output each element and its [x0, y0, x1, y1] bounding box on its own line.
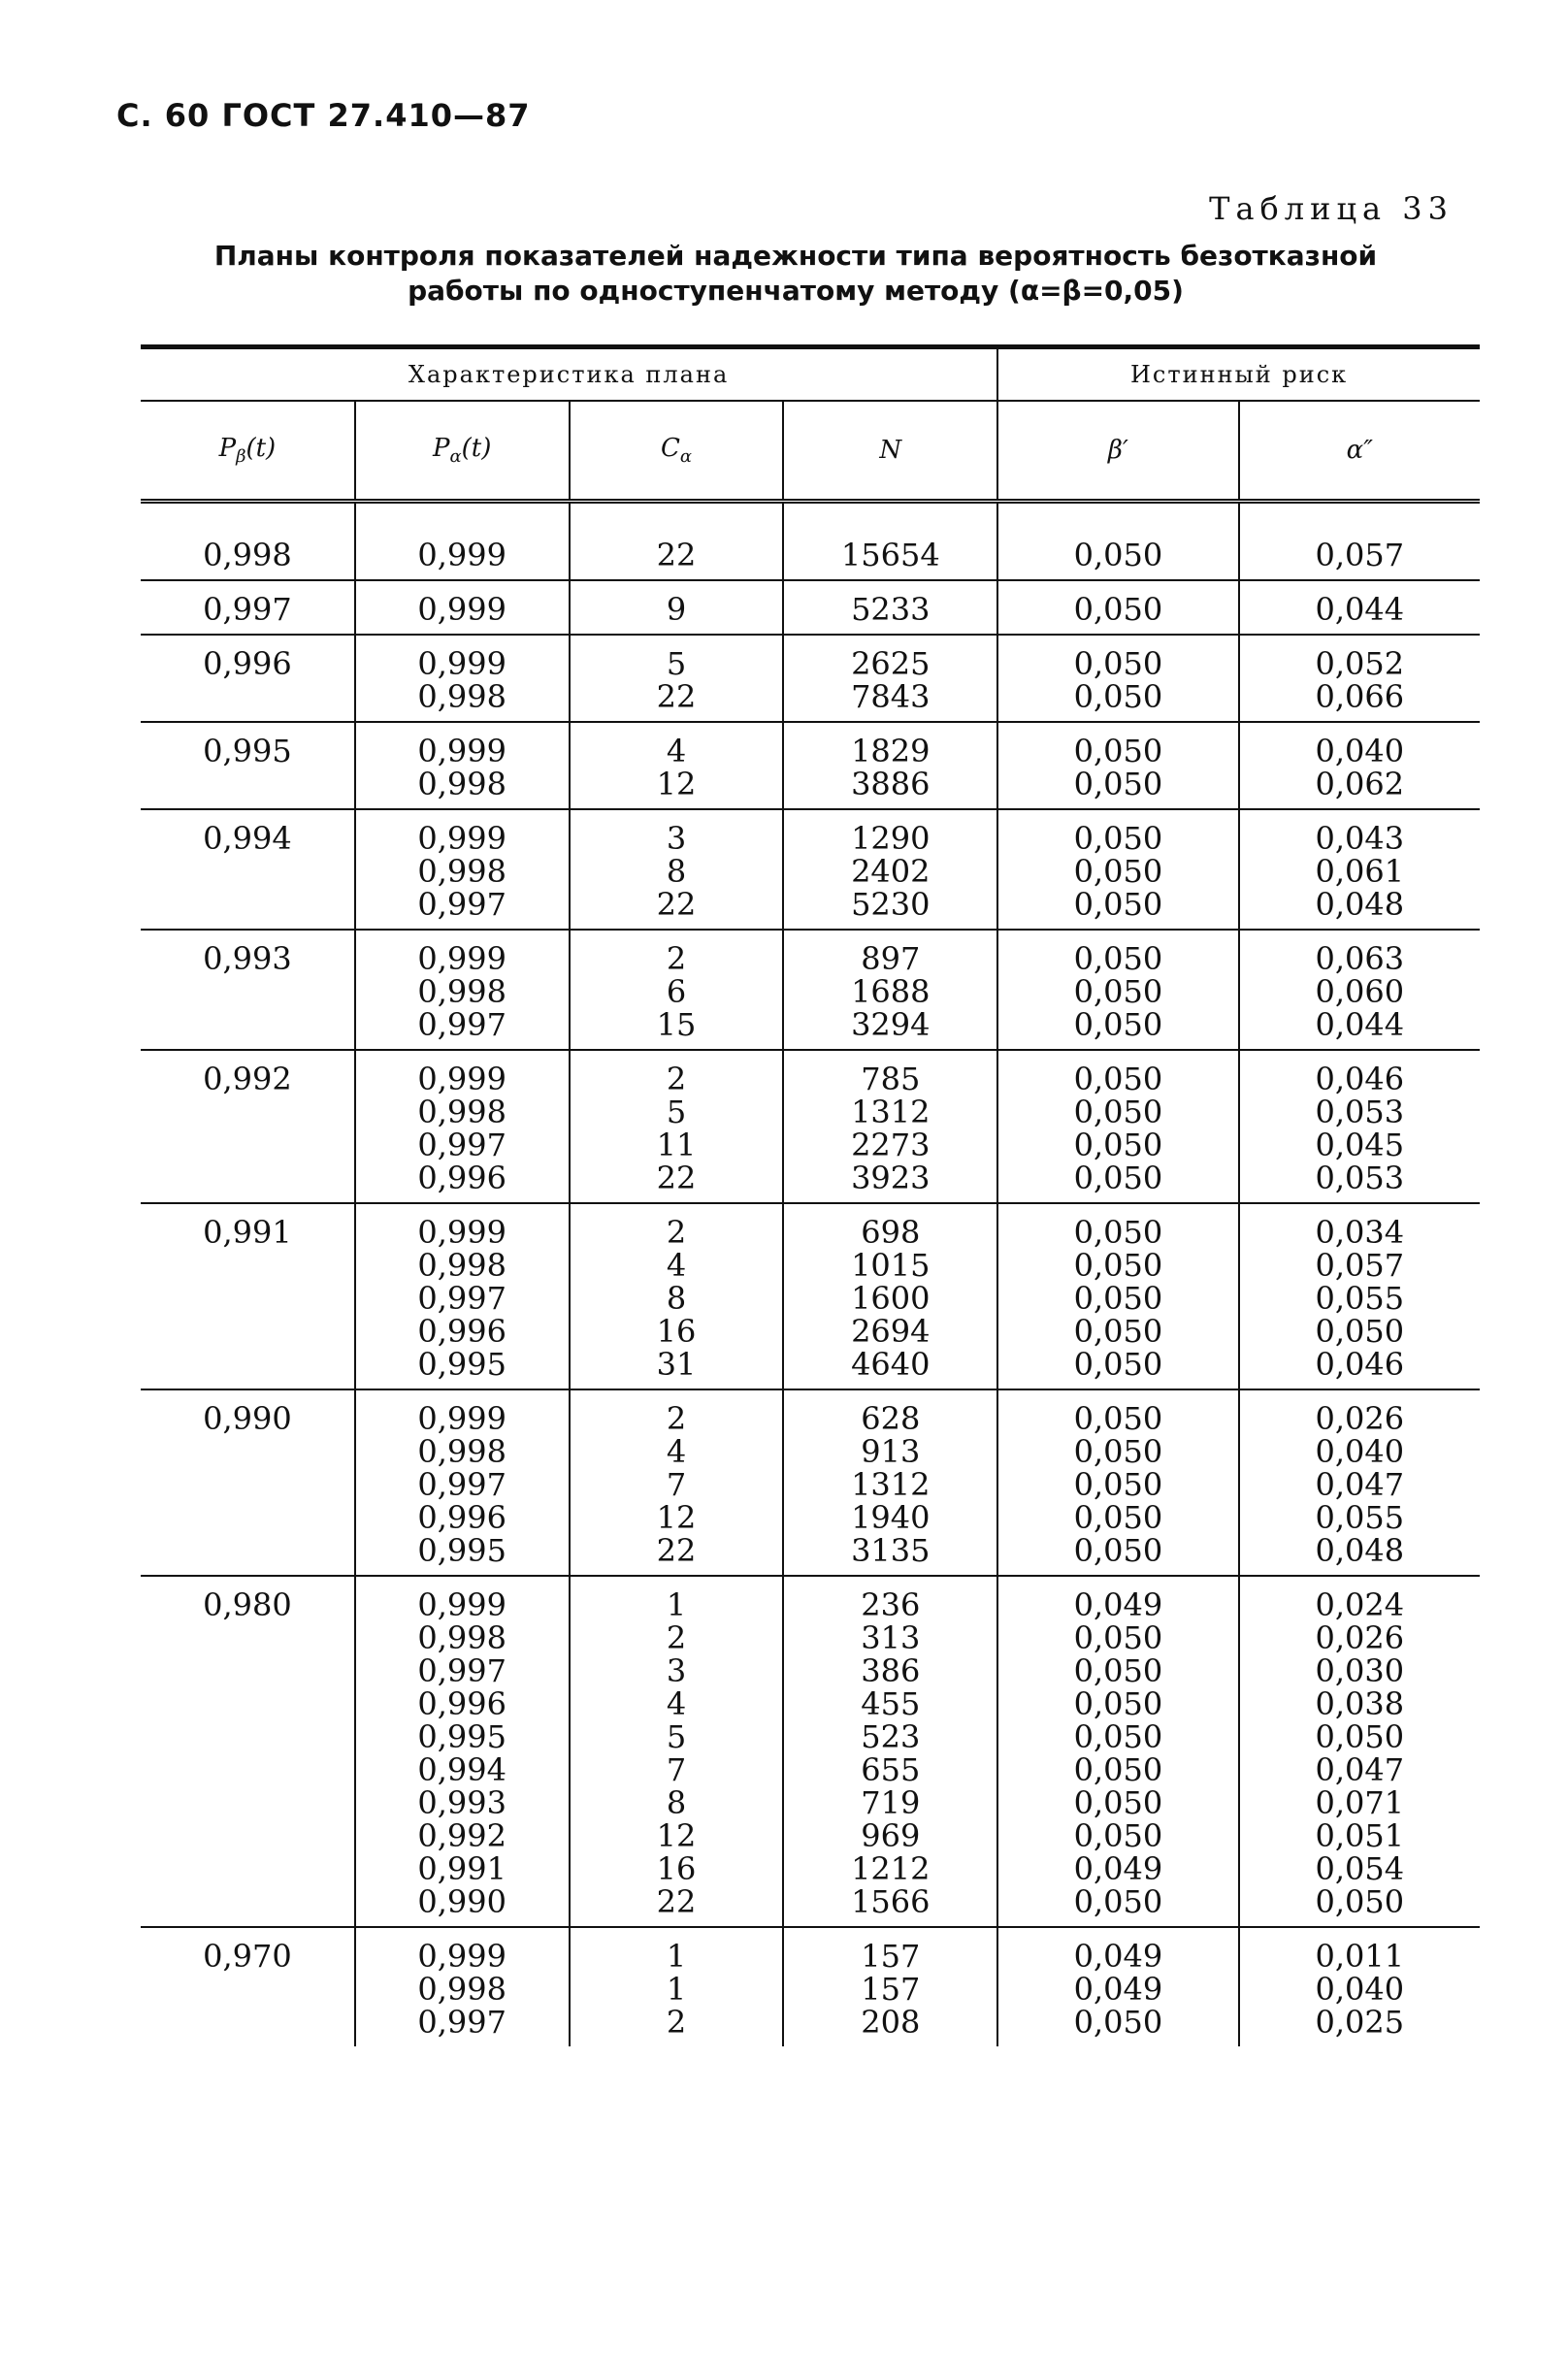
cell-value: 0,050: [1315, 1313, 1405, 1350]
cell-value: 3: [666, 1652, 687, 1689]
title-line-1: Планы контроля показателей надежности типа вероятность безотказной: [213, 240, 1378, 272]
table-row: [141, 722, 1480, 809]
cell-value: 0,999: [417, 1400, 506, 1437]
cell-value: 5233: [851, 591, 931, 628]
cell-p-alpha: [355, 722, 570, 809]
cell-value: 0,061: [1315, 853, 1405, 890]
cell-value: 0,992: [417, 1817, 506, 1854]
cell-n: [783, 1389, 997, 1576]
cell-value: 1829: [851, 733, 931, 769]
cell-value: 9: [666, 591, 687, 628]
cell-value: 3135: [851, 1532, 931, 1569]
cell-value: 4: [666, 1247, 687, 1284]
cell-p-alpha: [355, 502, 570, 581]
cell-value: 0,055: [1315, 1499, 1405, 1536]
cell-value: 1: [666, 1971, 687, 2008]
cell-value: 913: [861, 1433, 921, 1470]
cell-value: 0,024: [1315, 1586, 1405, 1623]
cell-c-alpha: [570, 930, 784, 1050]
cell-value: 719: [861, 1784, 921, 1821]
cell-value: 897: [861, 940, 921, 977]
cell-value: 22: [656, 886, 697, 923]
cell-alpha-true: [1239, 809, 1480, 930]
cell-value: 0,050: [1315, 1883, 1405, 1920]
cell-value: 2: [666, 1214, 687, 1251]
cell-value: 0,050: [1073, 820, 1163, 857]
cell-alpha-true: [1239, 1576, 1480, 1927]
cell-beta-true: [997, 722, 1238, 809]
table-row: [141, 1389, 1480, 1576]
cell-value: 0,050: [1073, 1346, 1163, 1383]
cell-beta-true: [997, 580, 1238, 635]
cell-p-alpha: [355, 580, 570, 635]
cell-value: 1312: [851, 1094, 931, 1130]
cell-c-alpha: [570, 722, 784, 809]
cell-value: 0,998: [417, 1094, 506, 1130]
cell-value: 1: [666, 1586, 687, 1623]
cell-p-beta: 0,992: [141, 1050, 355, 1203]
cell-value: 0,998: [417, 973, 506, 1010]
cell-alpha-true: [1239, 722, 1480, 809]
cell-beta-true: [997, 930, 1238, 1050]
cell-value: 0,030: [1315, 1652, 1405, 1689]
cell-value: 0,050: [1073, 1619, 1163, 1656]
cell-value: 0,050: [1073, 2004, 1163, 2041]
cell-c-alpha: [570, 635, 784, 722]
cell-p-beta: 0,994: [141, 809, 355, 930]
cell-value: 0,045: [1315, 1127, 1405, 1163]
table-row: [141, 502, 1480, 581]
cell-value: 0,999: [417, 1061, 506, 1097]
cell-value: 0,050: [1073, 853, 1163, 890]
cell-value: 0,995: [417, 1346, 506, 1383]
cell-value: 0,050: [1073, 1061, 1163, 1097]
cell-value: 2273: [851, 1127, 931, 1163]
cell-value: 0,026: [1315, 1400, 1405, 1437]
cell-n: [783, 1927, 997, 2046]
cell-value: 22: [656, 537, 697, 573]
col-header-c-alpha: $C_\alpha$: [570, 401, 784, 502]
cell-value: 15654: [840, 537, 940, 573]
cell-beta-true: [997, 1389, 1238, 1576]
cell-value: 0,050: [1073, 1160, 1163, 1196]
table-row: [141, 580, 1480, 635]
cell-value: 0,050: [1073, 1313, 1163, 1350]
cell-value: 0,999: [417, 1938, 506, 1975]
cell-p-beta: 0,997: [141, 580, 355, 635]
cell-c-alpha: [570, 1927, 784, 2046]
cell-value: 0,997: [417, 1006, 506, 1043]
group-header-plan: Характеристика плана: [141, 347, 997, 402]
cell-value: 0,050: [1073, 537, 1163, 573]
cell-value: 8: [666, 1784, 687, 1821]
table-row: [141, 1927, 1480, 2046]
cell-value: 236: [861, 1586, 921, 1623]
cell-value: 0,047: [1315, 1466, 1405, 1503]
cell-n: [783, 635, 997, 722]
cell-c-alpha: [570, 502, 784, 581]
cell-value: 7: [666, 1751, 687, 1788]
cell-value: 0,050: [1073, 886, 1163, 923]
cell-alpha-true: [1239, 1203, 1480, 1389]
cell-value: 0,050: [1073, 766, 1163, 802]
cell-value: 2: [666, 1061, 687, 1097]
cell-value: 5: [666, 1718, 687, 1755]
cell-p-alpha: [355, 930, 570, 1050]
cell-value: 0,997: [417, 1127, 506, 1163]
cell-value: 1212: [851, 1850, 931, 1887]
reliability-plans-table: [141, 344, 1480, 2046]
cell-value: 12: [656, 766, 697, 802]
cell-value: 3886: [851, 766, 931, 802]
cell-value: 0,050: [1073, 1466, 1163, 1503]
cell-value: 208: [861, 2004, 921, 2041]
cell-value: 0,046: [1315, 1061, 1405, 1097]
cell-n: [783, 722, 997, 809]
cell-value: 22: [656, 1160, 697, 1196]
cell-p-alpha: [355, 1389, 570, 1576]
cell-value: 0,026: [1315, 1619, 1405, 1656]
cell-value: 0,051: [1315, 1817, 1405, 1854]
cell-value: 157: [861, 1971, 921, 2008]
cell-value: 0,034: [1315, 1214, 1405, 1251]
cell-value: 22: [656, 678, 697, 715]
cell-value: 16: [656, 1850, 697, 1887]
cell-c-alpha: [570, 1576, 784, 1927]
cell-value: 0,050: [1073, 1094, 1163, 1130]
cell-value: 0,025: [1315, 2004, 1405, 2041]
cell-alpha-true: [1239, 502, 1480, 581]
cell-value: 15: [656, 1006, 697, 1043]
cell-value: 0,998: [417, 1619, 506, 1656]
cell-value: 0,996: [417, 1685, 506, 1722]
table-row: [141, 809, 1480, 930]
cell-value: 1566: [851, 1883, 931, 1920]
cell-p-alpha: [355, 635, 570, 722]
table-row: [141, 1050, 1480, 1203]
cell-value: 0,050: [1315, 1718, 1405, 1755]
cell-value: 386: [861, 1652, 921, 1689]
cell-value: 0,999: [417, 1586, 506, 1623]
table-title: [136, 239, 1455, 309]
cell-alpha-true: [1239, 1389, 1480, 1576]
cell-value: 0,046: [1315, 1346, 1405, 1383]
cell-value: 0,038: [1315, 1685, 1405, 1722]
cell-value: 785: [861, 1061, 921, 1097]
cell-value: 0,997: [417, 2004, 506, 2041]
col-header-n: N: [783, 401, 997, 502]
cell-value: 4: [666, 1685, 687, 1722]
cell-value: 2694: [851, 1313, 931, 1350]
cell-value: 0,049: [1073, 1850, 1163, 1887]
cell-value: 0,066: [1315, 678, 1405, 715]
cell-value: 0,999: [417, 537, 506, 573]
cell-value: 0,062: [1315, 766, 1405, 802]
cell-value: 313: [861, 1619, 921, 1656]
cell-value: 8: [666, 1280, 687, 1317]
cell-value: 4: [666, 733, 687, 769]
cell-value: 1290: [851, 820, 931, 857]
cell-value: 0,996: [417, 1313, 506, 1350]
page-header: С. 60 ГОСТ 27.410—87: [116, 97, 531, 134]
cell-c-alpha: [570, 1389, 784, 1576]
cell-value: 0,060: [1315, 973, 1405, 1010]
cell-value: 16: [656, 1313, 697, 1350]
cell-value: 0,049: [1073, 1586, 1163, 1623]
cell-alpha-true: [1239, 1050, 1480, 1203]
cell-p-beta: 0,980: [141, 1576, 355, 1927]
cell-value: 2: [666, 2004, 687, 2041]
cell-value: 655: [861, 1751, 921, 1788]
cell-value: 4640: [851, 1346, 931, 1383]
cell-n: [783, 809, 997, 930]
cell-alpha-true: [1239, 580, 1480, 635]
cell-value: 0,999: [417, 820, 506, 857]
cell-value: 0,995: [417, 1718, 506, 1755]
cell-value: 0,044: [1315, 591, 1405, 628]
cell-value: 0,050: [1073, 1127, 1163, 1163]
cell-p-beta: 0,993: [141, 930, 355, 1050]
cell-value: 0,050: [1073, 1499, 1163, 1536]
cell-value: 11: [656, 1127, 697, 1163]
cell-value: 0,999: [417, 940, 506, 977]
cell-value: 0,996: [417, 1499, 506, 1536]
cell-value: 0,063: [1315, 940, 1405, 977]
cell-value: 0,050: [1073, 645, 1163, 682]
table-body: [141, 502, 1480, 2047]
cell-value: 0,998: [417, 678, 506, 715]
cell-p-alpha: [355, 1050, 570, 1203]
cell-value: 0,071: [1315, 1784, 1405, 1821]
cell-value: 0,994: [417, 1751, 506, 1788]
cell-value: 0,050: [1073, 1751, 1163, 1788]
cell-value: 0,999: [417, 645, 506, 682]
table-row: [141, 1576, 1480, 1927]
cell-p-beta: 0,990: [141, 1389, 355, 1576]
cell-value: 0,999: [417, 1214, 506, 1251]
cell-value: 1312: [851, 1466, 931, 1503]
cell-value: 5230: [851, 886, 931, 923]
cell-p-beta: 0,970: [141, 1927, 355, 2046]
cell-value: 0,052: [1315, 645, 1405, 682]
cell-value: 2625: [851, 645, 931, 682]
cell-value: 5: [666, 1094, 687, 1130]
cell-value: 2: [666, 940, 687, 977]
cell-p-alpha: [355, 1203, 570, 1389]
cell-value: 0,057: [1315, 1247, 1405, 1284]
cell-value: 0,993: [417, 1784, 506, 1821]
cell-beta-true: [997, 1203, 1238, 1389]
cell-beta-true: [997, 1576, 1238, 1927]
cell-value: 1688: [851, 973, 931, 1010]
cell-value: 0,999: [417, 733, 506, 769]
cell-value: 0,043: [1315, 820, 1405, 857]
cell-value: 0,998: [417, 766, 506, 802]
cell-value: 0,040: [1315, 1971, 1405, 2008]
cell-value: 4: [666, 1433, 687, 1470]
cell-value: 0,044: [1315, 1006, 1405, 1043]
cell-value: 0,047: [1315, 1751, 1405, 1788]
cell-value: 0,050: [1073, 1433, 1163, 1470]
cell-value: 0,998: [417, 1247, 506, 1284]
cell-value: 628: [861, 1400, 921, 1437]
cell-value: 969: [861, 1817, 921, 1854]
cell-p-beta: 0,998: [203, 537, 292, 573]
cell-value: 0,050: [1073, 1685, 1163, 1722]
cell-value: 1600: [851, 1280, 931, 1317]
cell-n: [783, 580, 997, 635]
cell-p-alpha: [355, 809, 570, 930]
cell-value: 0,050: [1073, 1883, 1163, 1920]
cell-value: 2: [666, 1400, 687, 1437]
cell-value: 6: [666, 973, 687, 1010]
cell-value: 0,050: [1073, 940, 1163, 977]
cell-value: 22: [656, 1883, 697, 1920]
cell-beta-true: [997, 635, 1238, 722]
cell-value: 0,049: [1073, 1938, 1163, 1975]
cell-p-alpha: [355, 1927, 570, 2046]
cell-value: 0,050: [1073, 1652, 1163, 1689]
cell-value: 0,990: [417, 1883, 506, 1920]
col-header-alpha-true: α″: [1239, 401, 1480, 502]
col-header-p-alpha: $P_\alpha(t)$: [355, 401, 570, 502]
cell-value: 7: [666, 1466, 687, 1503]
cell-value: 698: [861, 1214, 921, 1251]
cell-value: 0,050: [1073, 1718, 1163, 1755]
title-line-2: работы по одноступенчатому методу (α=β=0,05): [408, 275, 1184, 307]
cell-value: 1015: [851, 1247, 931, 1284]
cell-value: 0,053: [1315, 1094, 1405, 1130]
cell-value: 0,997: [417, 1466, 506, 1503]
cell-value: 455: [861, 1685, 921, 1722]
cell-value: 0,053: [1315, 1160, 1405, 1196]
cell-value: 0,050: [1073, 1784, 1163, 1821]
cell-value: 1940: [851, 1499, 931, 1536]
cell-value: 0,997: [417, 886, 506, 923]
cell-value: 0,050: [1073, 733, 1163, 769]
cell-alpha-true: [1239, 930, 1480, 1050]
table-row: [141, 1203, 1480, 1389]
cell-value: 0,050: [1073, 1006, 1163, 1043]
cell-value: 0,054: [1315, 1850, 1405, 1887]
cell-value: 8: [666, 853, 687, 890]
cell-value: 0,050: [1073, 678, 1163, 715]
cell-value: 0,999: [417, 591, 506, 628]
cell-value: 0,050: [1073, 1280, 1163, 1317]
cell-beta-true: [997, 809, 1238, 930]
cell-c-alpha: [570, 809, 784, 930]
cell-beta-true: [997, 1927, 1238, 2046]
group-header-risk: Истинный риск: [997, 347, 1480, 402]
cell-n: [783, 1576, 997, 1927]
cell-n: [783, 1203, 997, 1389]
cell-n: [783, 502, 997, 581]
cell-value: 0,998: [417, 1433, 506, 1470]
cell-beta-true: [997, 1050, 1238, 1203]
cell-value: 0,048: [1315, 886, 1405, 923]
cell-p-beta: 0,996: [141, 635, 355, 722]
cell-value: 0,997: [417, 1280, 506, 1317]
table-number: Таблица 33: [1209, 190, 1454, 227]
col-header-p-beta: $P_\beta(t)$: [141, 401, 355, 502]
cell-value: 3923: [851, 1160, 931, 1196]
cell-p-alpha: [355, 1576, 570, 1927]
cell-c-alpha: [570, 580, 784, 635]
cell-value: 157: [861, 1938, 921, 1975]
cell-value: 0,055: [1315, 1280, 1405, 1317]
cell-value: 0,049: [1073, 1971, 1163, 2008]
cell-beta-true: [997, 502, 1238, 581]
cell-value: 0,050: [1073, 1214, 1163, 1251]
cell-value: 0,998: [417, 853, 506, 890]
cell-value: 2: [666, 1619, 687, 1656]
cell-p-beta: 0,991: [141, 1203, 355, 1389]
cell-value: 0,011: [1315, 1938, 1405, 1975]
cell-c-alpha: [570, 1203, 784, 1389]
cell-alpha-true: [1239, 635, 1480, 722]
cell-value: 12: [656, 1817, 697, 1854]
cell-value: 22: [656, 1532, 697, 1569]
cell-c-alpha: [570, 1050, 784, 1203]
cell-value: 7843: [851, 678, 931, 715]
cell-value: 1: [666, 1938, 687, 1975]
cell-value: 0,996: [417, 1160, 506, 1196]
cell-value: 3294: [851, 1006, 931, 1043]
cell-alpha-true: [1239, 1927, 1480, 2046]
cell-value: 0,050: [1073, 1247, 1163, 1284]
cell-n: [783, 930, 997, 1050]
cell-value: 3: [666, 820, 687, 857]
cell-value: 523: [861, 1718, 921, 1755]
cell-value: 0,040: [1315, 733, 1405, 769]
cell-n: [783, 1050, 997, 1203]
cell-value: 0,998: [417, 1971, 506, 2008]
cell-value: 0,050: [1073, 973, 1163, 1010]
cell-value: 0,057: [1315, 537, 1405, 573]
table-row: [141, 930, 1480, 1050]
cell-value: 31: [656, 1346, 697, 1383]
cell-value: 0,991: [417, 1850, 506, 1887]
col-header-beta-true: β′: [997, 401, 1238, 502]
cell-p-beta: 0,995: [141, 722, 355, 809]
cell-value: 12: [656, 1499, 697, 1536]
cell-value: 0,048: [1315, 1532, 1405, 1569]
cell-value: 2402: [851, 853, 931, 890]
cell-value: 0,995: [417, 1532, 506, 1569]
cell-value: 0,997: [417, 1652, 506, 1689]
table-row: [141, 635, 1480, 722]
cell-value: 5: [666, 645, 687, 682]
cell-value: 0,040: [1315, 1433, 1405, 1470]
cell-value: 0,050: [1073, 1817, 1163, 1854]
cell-value: 0,050: [1073, 1532, 1163, 1569]
cell-value: 0,050: [1073, 591, 1163, 628]
cell-value: 0,050: [1073, 1400, 1163, 1437]
